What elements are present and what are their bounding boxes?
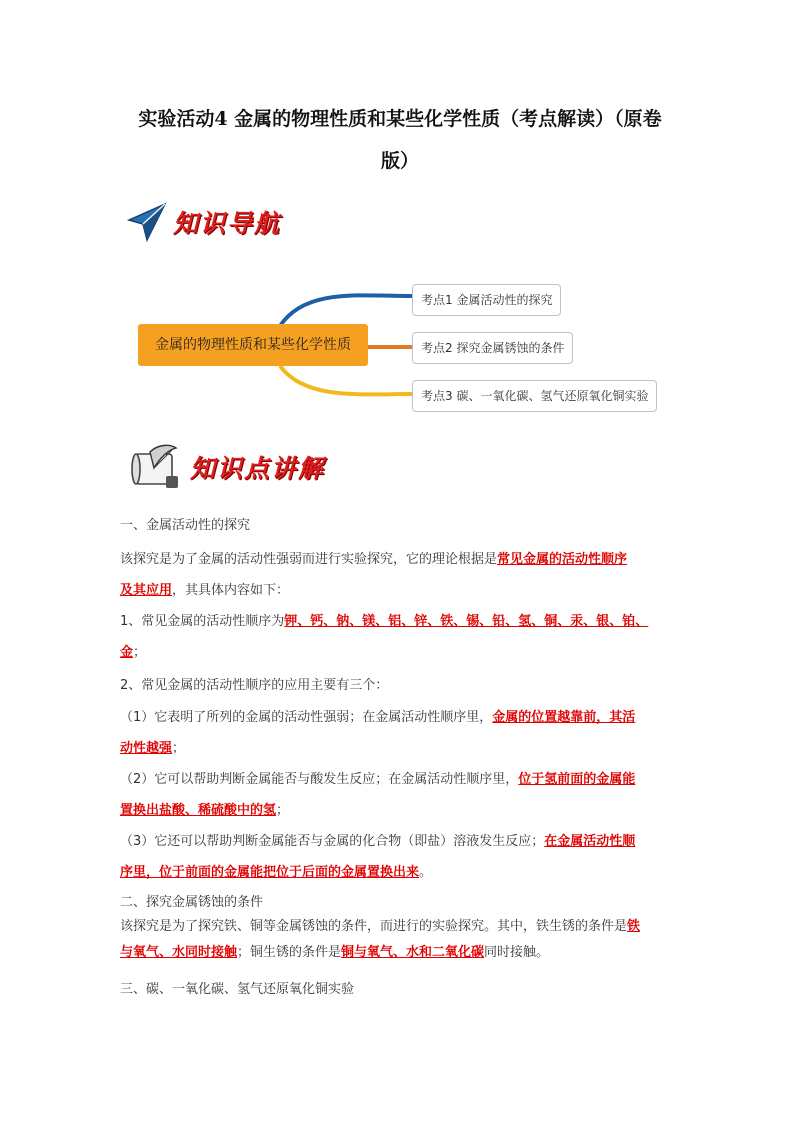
knowledge-nav-text: 知识导航 <box>173 209 282 238</box>
highlight-run: 金 <box>120 645 134 660</box>
text-run: 该探究是为了金属的活动性强弱而进行实验探究，它的理论根据是 <box>120 552 498 567</box>
text-run: （2）它可以帮助判断金属能否与酸发生反应；在金属活动性顺序里， <box>120 772 519 787</box>
text-run: ；铜生锈的条件是 <box>237 945 342 960</box>
highlight-run: 钾、钙、钠、镁、铝、锌、铁、锡、铅、氢、铜、汞、银、铂、 <box>284 614 649 629</box>
text-run: ； <box>276 803 290 818</box>
highlight-run: 位于氢前面的金属能 <box>518 772 636 787</box>
title-line-1: 实验活动4 金属的物理性质和某些化学性质（考点解读）（原卷 <box>138 108 662 130</box>
text-run: 。 <box>419 865 433 880</box>
text-run: 该探究是为了探究铁、铜等金属锈蚀的条件，而进行的实验探究。其中，铁生锈的条件是 <box>120 919 628 934</box>
branch-topic-2: 考点2 探究金属锈蚀的条件 <box>412 332 573 364</box>
document-title <box>100 98 700 182</box>
highlight-run: 置换出盐酸、稀硫酸中的氢 <box>120 803 277 818</box>
section-1-paragraph-5 <box>120 764 680 826</box>
paper-plane-icon <box>125 200 169 244</box>
highlight-run: 在金属活动性顺 <box>544 834 636 849</box>
text-run: （1）它表明了所列的金属的活动性强弱；在金属活动性顺序里， <box>120 710 493 725</box>
text-run: （3）它还可以帮助判断金属能否与金属的化合物（即盐）溶液发生反应； <box>120 834 545 849</box>
highlight-run: 序里，位于前面的金属能把位于后面的金属置换出来 <box>120 865 420 880</box>
section-1-heading: 一、金属活动性的探究 <box>120 518 251 533</box>
text-run: ； <box>133 645 147 660</box>
text-run: ，其具体内容如下： <box>172 583 290 598</box>
highlight-run: 金属的位置越靠前，其活 <box>492 710 636 725</box>
knowledge-points-text: 知识点讲解 <box>190 454 326 483</box>
branch-topic-3: 考点3 碳、一氧化碳、氢气还原氧化铜实验 <box>412 380 657 412</box>
section-1-paragraph-6 <box>120 826 680 888</box>
mind-map <box>120 270 680 420</box>
text-run: ； <box>172 741 186 756</box>
highlight-run: 与氧气、水同时接触 <box>120 945 238 960</box>
text-run: 同时接触。 <box>484 945 550 960</box>
highlight-run: 常见金属的活动性顺序 <box>497 552 628 567</box>
section-1-paragraph-2 <box>120 606 680 668</box>
highlight-run: 铜与氧气、水和二氧化碳 <box>341 945 485 960</box>
scroll-quill-icon <box>128 442 184 492</box>
highlight-run: 及其应用 <box>120 583 173 598</box>
highlight-run: 铁 <box>627 919 641 934</box>
text-run: 1、常见金属的活动性顺序为 <box>120 614 285 629</box>
section-1-paragraph-1 <box>120 544 680 606</box>
title-line-2: 版） <box>380 150 419 172</box>
highlight-run: 动性越强 <box>120 741 173 756</box>
section-2-heading: 二、探究金属锈蚀的条件 <box>120 895 264 910</box>
branch-topic-1: 考点1 金属活动性的探究 <box>412 284 561 316</box>
knowledge-points-banner <box>128 442 325 492</box>
knowledge-nav-banner <box>125 200 281 244</box>
section-1-paragraph-4 <box>120 702 680 764</box>
section-1-paragraph-3: 2、常见金属的活动性顺序的应用主要有三个： <box>120 678 389 693</box>
section-2-paragraph-1 <box>120 914 680 966</box>
section-3-heading: 三、碳、一氧化碳、氢气还原氧化铜实验 <box>120 982 355 997</box>
mind-map-center-node: 金属的物理性质和某些化学性质 <box>138 324 368 366</box>
